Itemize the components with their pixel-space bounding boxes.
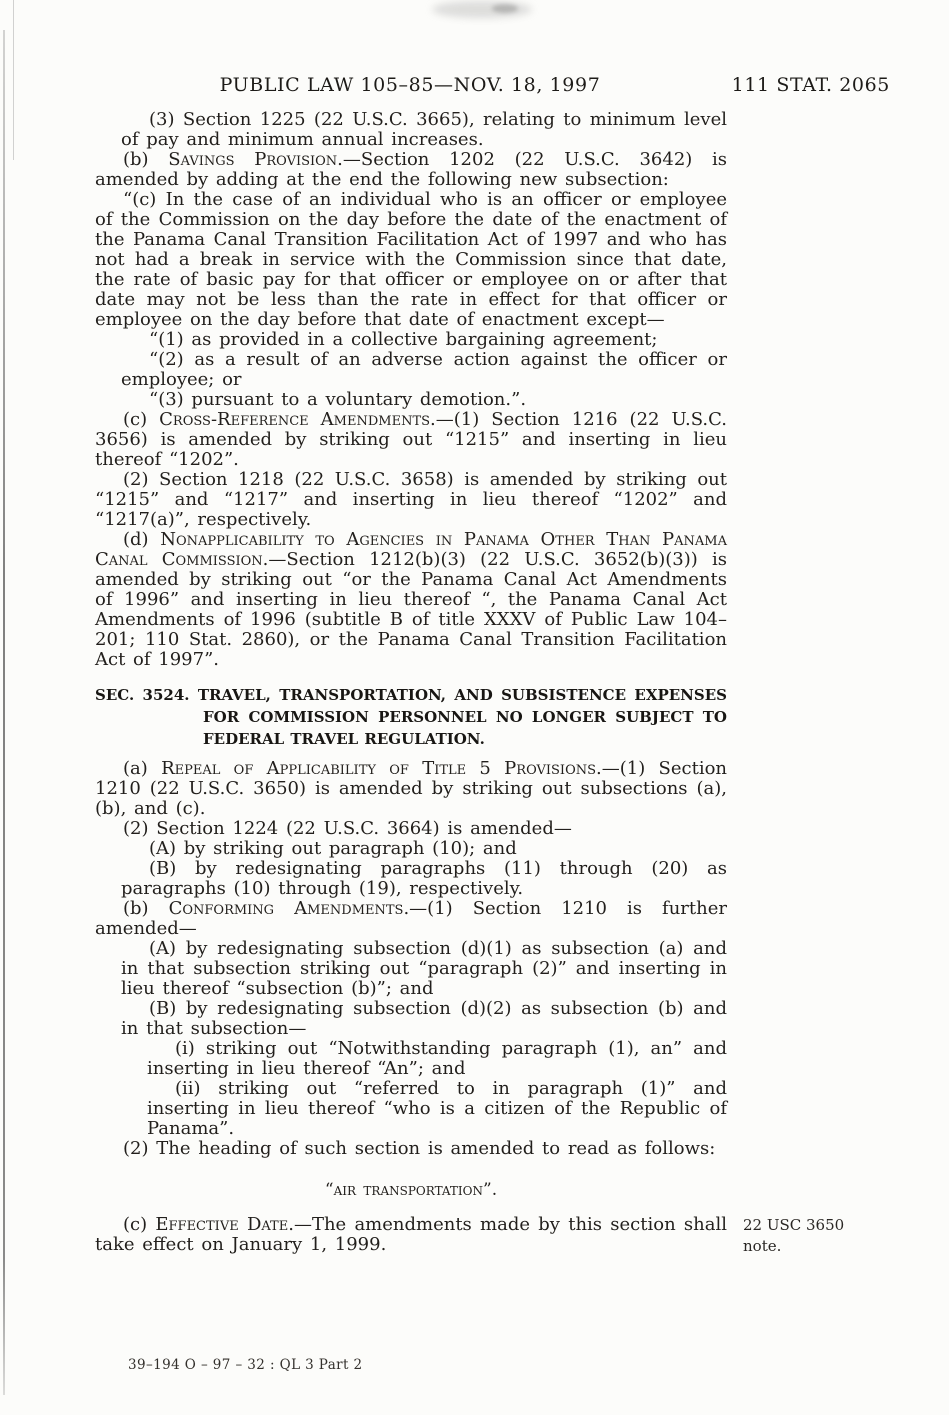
statute-paragraph: (b) Conforming Amendments.—(1) Section 1210 is further amended—: [95, 898, 727, 939]
statute-text: [95, 109, 845, 1255]
quoted-heading: “air transportation”.: [324, 1180, 498, 1200]
statute-paragraph: (2) The heading of such section is amended to read as follows:: [123, 1138, 716, 1159]
statute-paragraph: (3) Section 1225 (22 U.S.C. 3665), relating to minimum level of pay and minimum annual increases.: [121, 109, 727, 150]
scan-edge-line: [3, 30, 5, 1395]
statute-paragraph: (a) Repeal of Applicability of Title 5 Provisions.—(1) Section 1210 (22 U.S.C. 3650) is amended by striking out subsections (a), (b), and (c).: [95, 758, 728, 819]
statute-paragraph: (A) by redesignating subsection (d)(1) as subsection (a) and in that subsection striking out “paragraph (2)” and inserting in lieu thereof “subsection (b)”; and: [121, 938, 727, 999]
statute-paragraph: (B) by redesignating subsection (d)(2) as subsection (b) and in that subsection—: [121, 998, 727, 1039]
margin-note: 22 USC 3650 note.: [743, 1216, 845, 1255]
statute-paragraph: “(2) as a result of an adverse action against the officer or employee; or: [121, 349, 727, 390]
section-heading: SEC. 3524. TRAVEL, TRANSPORTATION, AND SUBSISTENCE EXPENSES FOR COMMISSION PERSONNEL NO LONGER SUBJECT TO FEDERAL TRAVEL REGULATION.: [95, 686, 727, 748]
statute-paragraph: (b) Savings Provision.—Section 1202 (22 U.S.C. 3642) is amended by adding at the end the following new subsection:: [95, 149, 727, 190]
running-head-title: PUBLIC LAW 105–85—NOV. 18, 1997: [219, 74, 601, 96]
scan-smudge-dark: [492, 4, 518, 13]
statute-paragraph: “(3) pursuant to a voluntary demotion.”.: [149, 389, 527, 410]
print-imprint: 39–194 O – 97 – 32 : QL 3 Part 2: [128, 1357, 363, 1373]
statute-paragraph: (c) Effective Date.—The amendments made by this section shall take effect on January 1, 1999. 22 USC 3650 note.: [95, 1215, 727, 1255]
page-stat-number: 111 STAT. 2065: [731, 74, 890, 96]
running-header: [0, 74, 949, 98]
statute-paragraph: (d) Nonapplicability to Agencies in Panama Other Than Panama Canal Commission.—Section 1212(b)(3) (22 U.S.C. 3652(b)(3)) is amended by striking out “or the Panama Canal Act Amendments of 1996” and inserting in lieu thereof “, the Panama Canal Act Amendments of 1996 (subtitle B of title XXXV of Public Law 104–201; 110 Stat. 2860), or the Panama Canal Transition Facilitation Act of 1997”.: [95, 529, 727, 670]
statute-paragraph: “(c) In the case of an individual who is an officer or employee of the Commission on the day before the date of the enactment of the Panama Canal Transition Facilitation Act of 1997 and who has not had a break in service with the Commission since that date, the rate of basic pay for that officer or employee on or after that date may not be less than the rate in effect for that officer or employee on the day before that date of enactment except—: [95, 189, 727, 330]
statute-paragraph: (i) striking out “Notwithstanding paragraph (1), an” and inserting in lieu thereof “An”; and: [147, 1038, 727, 1079]
statute-paragraph: (2) Section 1224 (22 U.S.C. 3664) is amended—: [123, 818, 572, 839]
statute-paragraph: “(1) as provided in a collective bargaining agreement;: [149, 329, 658, 350]
statute-paragraph: (ii) striking out “referred to in paragraph (1)” and inserting in lieu thereof “who is a citizen of the Republic of Panama”.: [147, 1078, 727, 1139]
statute-paragraph: (c) Cross-Reference Amendments.—(1) Section 1216 (22 U.S.C. 3656) is amended by striking out “1215” and inserting in lieu thereof “1202”.: [95, 409, 727, 470]
statute-paragraph: (2) Section 1218 (22 U.S.C. 3658) is amended by striking out “1215” and “1217” and inserting in lieu thereof “1202” and “1217(a)”, respectively.: [95, 469, 727, 530]
statute-paragraph: (A) by striking out paragraph (10); and: [149, 838, 517, 859]
statute-paragraph: (B) by redesignating paragraphs (11) through (20) as paragraphs (10) through (19), respectively.: [121, 858, 727, 899]
